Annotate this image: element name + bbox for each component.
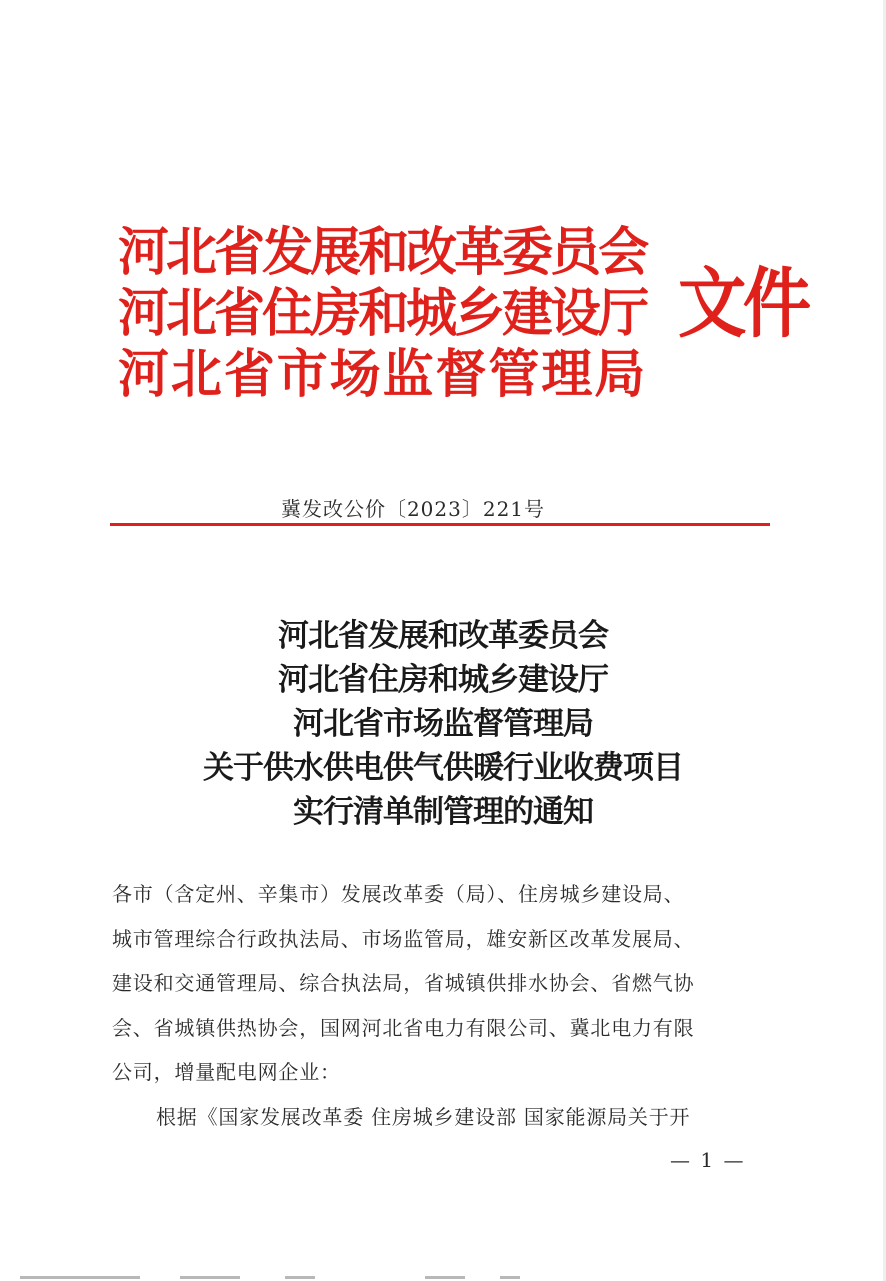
scan-mark <box>20 1276 140 1279</box>
red-header <box>118 222 808 407</box>
issuer-line: 河北省市场监督管理局 <box>118 344 648 405</box>
scan-mark <box>425 1276 465 1279</box>
scan-edge-artifact <box>0 1276 886 1281</box>
body-line: 各市（含定州、辛集市）发展改革委（局）、住房城乡建设局、 <box>112 882 685 906</box>
document-title <box>0 614 886 834</box>
issuer-line: 河北省住房和城乡建设厅 <box>118 283 647 344</box>
document-number: 冀发改公价〔2023〕221号 <box>280 497 546 521</box>
issuing-organizations <box>118 222 678 405</box>
document-body <box>112 872 770 1139</box>
body-line: 公司，增量配电网企业： <box>112 1060 341 1084</box>
body-line: 城市管理综合行政执法局、市场监管局，雄安新区改革发展局、 <box>112 926 695 951</box>
body-line: 会、省城镇供热协会，国网河北省电力有限公司、冀北电力有限 <box>112 1015 695 1040</box>
scan-mark <box>285 1276 315 1279</box>
title-line: 河北省住房和城乡建设厅 <box>278 662 608 698</box>
scan-mark <box>180 1276 240 1279</box>
title-line: 河北省发展和改革委员会 <box>278 618 608 654</box>
document-suffix: 文件 <box>678 259 808 348</box>
scan-mark <box>500 1276 520 1279</box>
issuer-line: 河北省发展和改革委员会 <box>118 222 647 283</box>
page-number: — 1 — <box>670 1148 746 1172</box>
title-line: 实行清单制管理的通知 <box>293 794 593 830</box>
title-line: 河北省市场监督管理局 <box>293 706 593 742</box>
red-divider-line <box>110 523 770 526</box>
body-line: 建设和交通管理局、综合执法局，省城镇供排水协会、省燃气协 <box>112 971 695 995</box>
title-line: 关于供水供电供气供暖行业收费项目 <box>203 750 683 786</box>
body-line: 根据《国家发展改革委 住房城乡建设部 国家能源局关于开 <box>156 1104 691 1129</box>
